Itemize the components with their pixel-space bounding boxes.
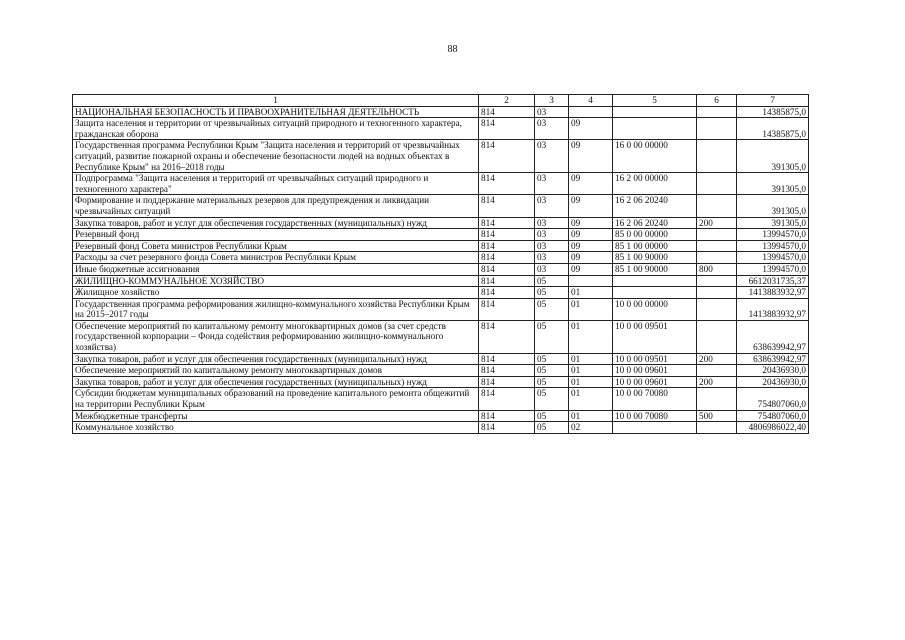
header-cell: 4 (569, 95, 613, 107)
code-cell: 09 (569, 263, 613, 275)
code-cell (697, 275, 737, 287)
code-cell (697, 422, 737, 434)
code-cell (697, 252, 737, 264)
amount-cell: 754807060,0 (737, 410, 809, 422)
code-cell (613, 287, 697, 299)
code-cell: 01 (569, 353, 613, 365)
table-row (73, 388, 809, 410)
code-cell (697, 298, 737, 320)
code-cell (697, 118, 737, 140)
code-cell: 814 (479, 320, 535, 353)
code-cell: 05 (535, 353, 569, 365)
code-cell: 85 1 00 90000 (613, 263, 697, 275)
code-cell: 814 (479, 252, 535, 264)
amount-cell: 20436930,0 (737, 365, 809, 377)
code-cell: 01 (569, 376, 613, 388)
code-cell (697, 388, 737, 410)
table-row (73, 275, 809, 287)
code-cell: 10 0 00 70080 (613, 410, 697, 422)
table-row (73, 118, 809, 140)
code-cell: 814 (479, 365, 535, 377)
code-cell: 814 (479, 275, 535, 287)
row-name-cell: ЖИЛИЩНО-КОММУНАЛЬНОЕ ХОЗЯЙСТВО (73, 275, 479, 287)
code-cell: 01 (569, 320, 613, 353)
budget-table (72, 94, 809, 434)
row-name-cell: Иные бюджетные ассигнования (73, 263, 479, 275)
row-name-cell: Формирование и поддержание материальных резервов для предупреждения и ликвидации чрезвычайных ситуаций (73, 195, 479, 217)
table-row (73, 410, 809, 422)
amount-cell: 391305,0 (737, 195, 809, 217)
code-cell: 814 (479, 298, 535, 320)
code-cell: 500 (697, 410, 737, 422)
code-cell: 814 (479, 410, 535, 422)
code-cell: 814 (479, 287, 535, 299)
code-cell: 814 (479, 140, 535, 173)
code-cell: 85 1 00 90000 (613, 252, 697, 264)
amount-cell: 1413883932,97 (737, 287, 809, 299)
row-name-cell: Закупка товаров, работ и услуг для обеспечения государственных (муниципальных) нужд (73, 217, 479, 229)
header-cell: 6 (697, 95, 737, 107)
amount-cell: 754807060,0 (737, 388, 809, 410)
amount-cell: 13994570,0 (737, 240, 809, 252)
code-cell: 814 (479, 106, 535, 118)
header-cell: 7 (737, 95, 809, 107)
code-cell: 09 (569, 240, 613, 252)
code-cell (569, 275, 613, 287)
code-cell (569, 106, 613, 118)
header-cell: 5 (613, 95, 697, 107)
table-row (73, 422, 809, 434)
code-cell: 09 (569, 229, 613, 241)
code-cell: 09 (569, 217, 613, 229)
code-cell: 814 (479, 388, 535, 410)
code-cell: 09 (569, 252, 613, 264)
amount-cell: 4806986022,40 (737, 422, 809, 434)
amount-cell: 391305,0 (737, 217, 809, 229)
row-name-cell: Государственная программа реформирования жилищно-коммунального хозяйства Республики Крым на 2015–2017 годы (73, 298, 479, 320)
code-cell: 05 (535, 298, 569, 320)
amount-cell: 1413883932,97 (737, 298, 809, 320)
code-cell: 05 (535, 376, 569, 388)
row-name-cell: Субсидии бюджетам муниципальных образований на проведение капитального ремонта общежитий на территории Республики Крым (73, 388, 479, 410)
header-cell: 1 (73, 95, 479, 107)
row-name-cell: Резервный фонд (73, 229, 479, 241)
row-name-cell: Закупка товаров, работ и услуг для обеспечения государственных (муниципальных) нужд (73, 376, 479, 388)
code-cell: 01 (569, 287, 613, 299)
table-row (73, 240, 809, 252)
code-cell: 05 (535, 320, 569, 353)
code-cell: 05 (535, 388, 569, 410)
code-cell: 01 (569, 410, 613, 422)
code-cell: 814 (479, 263, 535, 275)
row-name-cell: Подпрограмма "Защита населения и территорий от чрезвычайных ситуаций природного и техногенного характера" (73, 173, 479, 195)
amount-cell: 391305,0 (737, 173, 809, 195)
code-cell: 200 (697, 217, 737, 229)
code-cell: 10 0 00 70080 (613, 388, 697, 410)
table-row (73, 353, 809, 365)
code-cell: 10 0 00 09501 (613, 320, 697, 353)
row-name-cell: Межбюджетные трансферты (73, 410, 479, 422)
code-cell: 800 (697, 263, 737, 275)
code-cell: 05 (535, 287, 569, 299)
row-name-cell: Жилищное хозяйство (73, 287, 479, 299)
table-row (73, 217, 809, 229)
code-cell (697, 173, 737, 195)
code-cell: 200 (697, 376, 737, 388)
code-cell: 814 (479, 195, 535, 217)
code-cell (697, 140, 737, 173)
code-cell: 16 2 06 20240 (613, 195, 697, 217)
row-name-cell: Закупка товаров, работ и услуг для обеспечения государственных (муниципальных) нужд (73, 353, 479, 365)
table-row (73, 287, 809, 299)
table-row (73, 140, 809, 173)
code-cell (697, 106, 737, 118)
code-cell (697, 287, 737, 299)
code-cell: 05 (535, 365, 569, 377)
amount-cell: 391305,0 (737, 140, 809, 173)
header-cell: 3 (535, 95, 569, 107)
amount-cell: 638639942,97 (737, 353, 809, 365)
code-cell: 01 (569, 298, 613, 320)
table-row (73, 376, 809, 388)
code-cell: 814 (479, 353, 535, 365)
code-cell: 05 (535, 410, 569, 422)
code-cell (613, 118, 697, 140)
row-name-cell: Обеспечение мероприятий по капитальному ремонту многоквартирных домов (73, 365, 479, 377)
code-cell: 16 0 00 00000 (613, 140, 697, 173)
table-row (73, 195, 809, 217)
code-cell: 814 (479, 118, 535, 140)
code-cell: 09 (569, 118, 613, 140)
code-cell (697, 365, 737, 377)
code-cell: 814 (479, 217, 535, 229)
code-cell: 03 (535, 229, 569, 241)
row-name-cell: Расходы за счет резервного фонда Совета министров Республики Крым (73, 252, 479, 264)
code-cell: 03 (535, 240, 569, 252)
amount-cell: 14385875,0 (737, 118, 809, 140)
table-row (73, 252, 809, 264)
code-cell (697, 229, 737, 241)
code-cell: 03 (535, 140, 569, 173)
code-cell: 85 0 00 00000 (613, 229, 697, 241)
code-cell: 03 (535, 173, 569, 195)
table-row (73, 173, 809, 195)
code-cell: 814 (479, 422, 535, 434)
row-name-cell: Защита населения и территории от чрезвычайных ситуаций природного и техногенного характера, гражданская оборона (73, 118, 479, 140)
code-cell (613, 275, 697, 287)
code-cell (697, 240, 737, 252)
code-cell: 05 (535, 275, 569, 287)
code-cell (697, 195, 737, 217)
page-number: 88 (447, 44, 458, 55)
row-name-cell: НАЦИОНАЛЬНАЯ БЕЗОПАСНОСТЬ И ПРАВООХРАНИТЕЛЬНАЯ ДЕЯТЕЛЬНОСТЬ (73, 106, 479, 118)
code-cell: 03 (535, 217, 569, 229)
code-cell: 10 0 00 09501 (613, 353, 697, 365)
header-cell: 2 (479, 95, 535, 107)
row-name-cell: Обеспечение мероприятий по капитальному ремонту многоквартирных домов (за счет средств государственной корпорации – Фонда содействия реформированию жилищно-коммунального хозяйства) (73, 320, 479, 353)
code-cell: 09 (569, 195, 613, 217)
code-cell: 85 1 00 00000 (613, 240, 697, 252)
code-cell: 10 0 00 00000 (613, 298, 697, 320)
code-cell: 03 (535, 263, 569, 275)
code-cell: 09 (569, 140, 613, 173)
code-cell: 10 0 00 09601 (613, 365, 697, 377)
table-row (73, 106, 809, 118)
code-cell: 03 (535, 252, 569, 264)
code-cell: 01 (569, 388, 613, 410)
amount-cell: 20436930,0 (737, 376, 809, 388)
code-cell: 03 (535, 106, 569, 118)
code-cell: 814 (479, 173, 535, 195)
code-cell: 200 (697, 353, 737, 365)
row-name-cell: Государственная программа Республики Крым "Защита населения и территорий от чрезвычайных ситуаций, развитие пожарной охраны и обеспечение безопасности людей на водных объектах в Республике Крым" на 2016–2018 годы (73, 140, 479, 173)
code-cell: 05 (535, 422, 569, 434)
code-cell: 814 (479, 376, 535, 388)
amount-cell: 14385875,0 (737, 106, 809, 118)
amount-cell: 13994570,0 (737, 263, 809, 275)
code-cell: 03 (535, 195, 569, 217)
table-row (73, 263, 809, 275)
code-cell: 814 (479, 240, 535, 252)
code-cell: 16 2 06 20240 (613, 217, 697, 229)
code-cell: 02 (569, 422, 613, 434)
amount-cell: 13994570,0 (737, 252, 809, 264)
code-cell (613, 422, 697, 434)
row-name-cell: Резервный фонд Совета министров Республики Крым (73, 240, 479, 252)
table-row (73, 298, 809, 320)
code-cell: 10 0 00 09601 (613, 376, 697, 388)
code-cell (613, 106, 697, 118)
amount-cell: 13994570,0 (737, 229, 809, 241)
table-row (73, 229, 809, 241)
table-header-row (73, 95, 809, 107)
code-cell (697, 320, 737, 353)
amount-cell: 638639942,97 (737, 320, 809, 353)
amount-cell: 6612031735,37 (737, 275, 809, 287)
row-name-cell: Коммунальное хозяйство (73, 422, 479, 434)
table-row (73, 365, 809, 377)
code-cell: 01 (569, 365, 613, 377)
table-row (73, 320, 809, 353)
code-cell: 814 (479, 229, 535, 241)
code-cell: 16 2 00 00000 (613, 173, 697, 195)
code-cell: 09 (569, 173, 613, 195)
code-cell: 03 (535, 118, 569, 140)
